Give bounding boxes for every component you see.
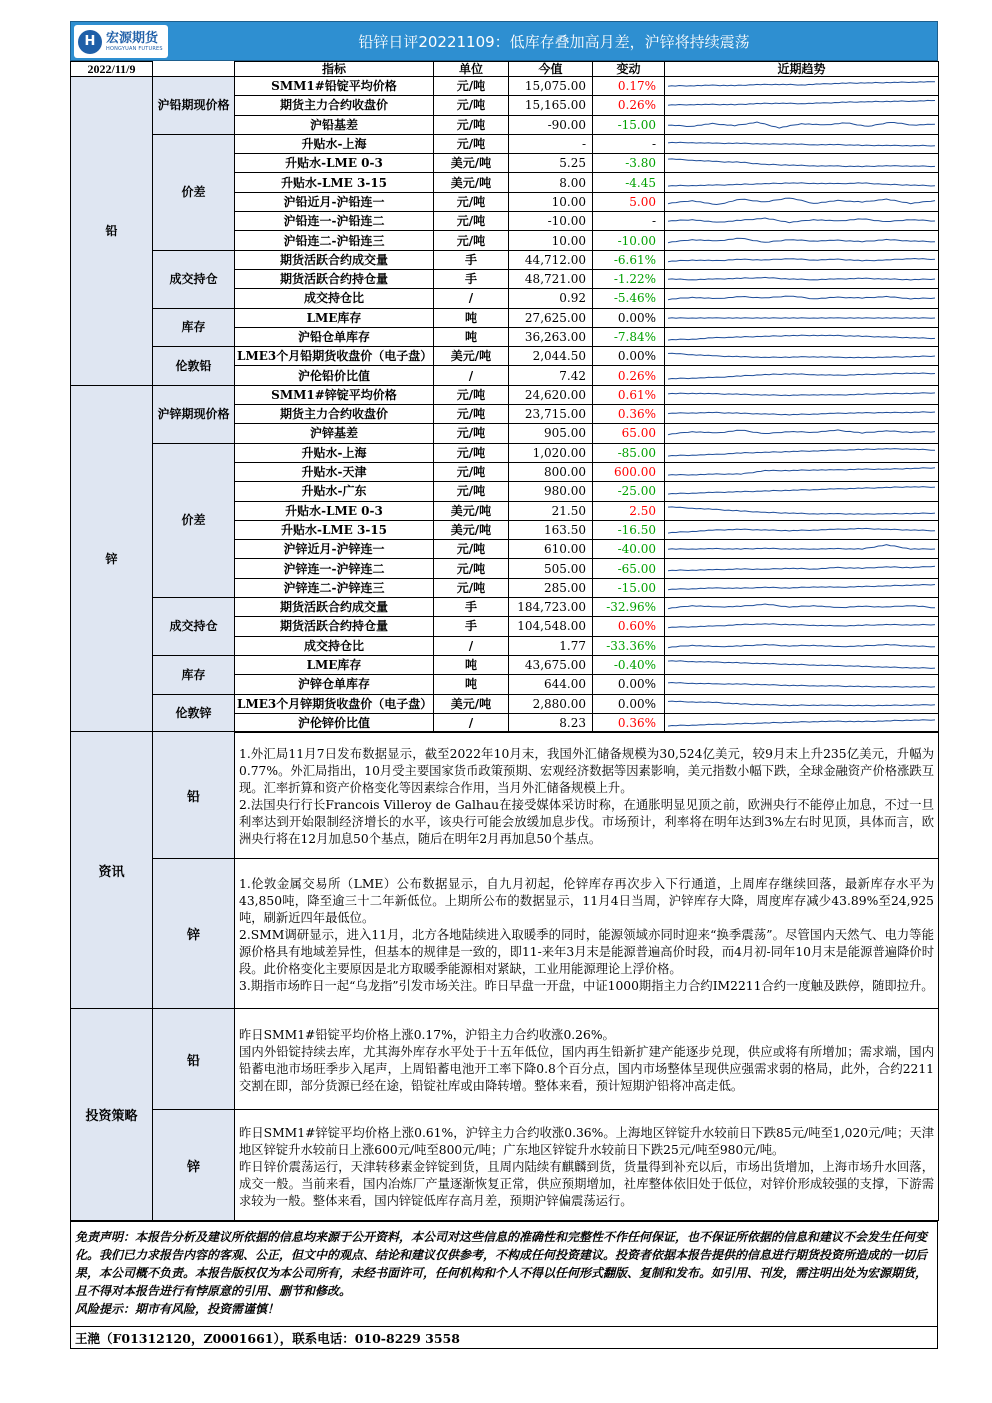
change-value: 0.36% <box>593 713 665 732</box>
today-value: 48,721.00 <box>509 269 593 288</box>
trend-line <box>668 661 935 669</box>
change-value: -15.00 <box>593 115 665 134</box>
trend-sparkline-cell <box>665 347 939 366</box>
trend-sparkline-cell <box>665 308 939 327</box>
today-value: 610.00 <box>509 540 593 559</box>
unit-cell: 手 <box>434 617 509 636</box>
trend-sparkline-cell <box>665 77 939 96</box>
strategy-lead-para: 国内外铅锭持续去库，尤其海外库存水平处于十五年低位，国内再生铅新扩建产能逐步兑现，供应或将有所增加；需求端，国内铅蓄电池市场旺季步入尾声，上周铅蓄电池开工率下降0.8个百分点，国内市场整体呈现供应强需求弱的格局，此外，合约2211交割在即，部分货源已经在途，铅锭社库或由降转增。整体来看，预计短期沪铅将冲高走低。 <box>239 1045 934 1093</box>
col-unit: 单位 <box>434 62 509 77</box>
today-value: 8.23 <box>509 713 593 732</box>
group-label: 库存 <box>153 308 235 347</box>
unit-cell: 元/吨 <box>434 578 509 597</box>
news-lead-text <box>235 732 939 859</box>
strategy-zinc-text <box>235 1110 939 1221</box>
indicator-name: 升贴水-LME 3-15 <box>235 520 434 539</box>
change-value: -0.40% <box>593 655 665 674</box>
change-value: 2.50 <box>593 501 665 520</box>
trend-sparkline <box>665 289 938 307</box>
trend-sparkline <box>665 328 938 346</box>
trend-line <box>668 487 935 495</box>
unit-cell: 美元/吨 <box>434 501 509 520</box>
trend-sparkline <box>665 521 938 539</box>
trend-sparkline-cell <box>665 405 939 424</box>
trend-line <box>668 701 935 706</box>
indicator-name: 期货主力合约收盘价 <box>235 405 434 424</box>
unit-cell: 吨 <box>434 655 509 674</box>
unit-cell: 元/吨 <box>434 540 509 559</box>
today-value: 10.00 <box>509 192 593 211</box>
trend-line <box>668 182 935 185</box>
trend-sparkline-cell <box>665 154 939 173</box>
indicator-name: LME3个月锌期货收盘价（电子盘） <box>235 694 434 713</box>
unit-cell: / <box>434 289 509 308</box>
unit-cell: 美元/吨 <box>434 694 509 713</box>
trend-line <box>668 507 935 514</box>
trend-sparkline <box>665 154 938 172</box>
change-value: -4.45 <box>593 173 665 192</box>
today-value: 2,880.00 <box>509 694 593 713</box>
today-value: 800.00 <box>509 462 593 481</box>
news-zinc-para: 3.期指市场昨日一起“乌龙指”引发市场关注。昨日早盘一开盘，中证1000期指主力合约IM2211合约一度触及跌停，随即拉升。 <box>239 979 934 993</box>
trend-sparkline-cell <box>665 559 939 578</box>
strategy-zinc-para: 昨日锌价震荡运行，天津转移素金锌锭到货，且周内陆续有麒麟到货，货量得到补充以后，市场出货增加，上海市场升水回落，成交一般。当前来看，国内冶炼厂产量逐渐恢复正常，供应预期增加，社库整体依旧处于低位，对锌价形成较强的支撑，下游需求较为一般。整体来看，国内锌锭低库存高月差，预期沪锌偏震荡运行。 <box>239 1159 934 1208</box>
unit-cell: 手 <box>434 598 509 617</box>
trend-sparkline <box>665 482 938 500</box>
trend-sparkline-cell <box>665 366 939 385</box>
today-value: 15,075.00 <box>509 77 593 96</box>
trend-sparkline-cell <box>665 462 939 481</box>
indicator-name: 沪铅基差 <box>235 115 434 134</box>
trend-sparkline-cell <box>665 655 939 674</box>
change-value: 0.36% <box>593 405 665 424</box>
indicator-name: 期货主力合约收盘价 <box>235 96 434 115</box>
trend-sparkline-cell <box>665 173 939 192</box>
group-label: 成交持仓 <box>153 598 235 656</box>
trend-sparkline <box>665 174 938 192</box>
today-value: 24,620.00 <box>509 385 593 404</box>
logo-name-en: HONGYUAN FUTURES <box>106 45 163 52</box>
today-value: 21.50 <box>509 501 593 520</box>
indicator-name: 沪铅连一-沪铅连二 <box>235 212 434 231</box>
unit-cell: 美元/吨 <box>434 520 509 539</box>
today-value: -10.00 <box>509 212 593 231</box>
indicator-name: 成交持仓比 <box>235 289 434 308</box>
trend-line <box>668 317 935 318</box>
col-indicator: 指标 <box>235 62 434 77</box>
group-label: 价差 <box>153 134 235 250</box>
trend-sparkline <box>665 656 938 674</box>
unit-cell: 手 <box>434 250 509 269</box>
trend-sparkline <box>665 251 938 269</box>
trend-sparkline <box>665 193 938 211</box>
trend-sparkline <box>665 135 938 153</box>
trend-sparkline-cell <box>665 134 939 153</box>
unit-cell: 元/吨 <box>434 385 509 404</box>
trend-sparkline-cell <box>665 694 939 713</box>
unit-cell: 手 <box>434 269 509 288</box>
trend-line <box>668 545 935 550</box>
change-value: -6.61% <box>593 250 665 269</box>
indicator-name: SMM1#铅锭平均价格 <box>235 77 434 96</box>
unit-cell: 吨 <box>434 308 509 327</box>
report-date: 2022/11/9 <box>71 62 153 77</box>
unit-cell: / <box>434 713 509 732</box>
trend-sparkline <box>665 309 938 327</box>
trend-sparkline-cell <box>665 443 939 462</box>
trend-line <box>668 218 935 223</box>
trend-line <box>668 159 935 167</box>
trend-line <box>668 644 935 647</box>
indicator-row <box>71 134 939 153</box>
indicator-name: 升贴水-LME 3-15 <box>235 173 434 192</box>
unit-cell: 元/吨 <box>434 96 509 115</box>
author-contact: 王滟（F01312120，Z0001661），联系电话：010-8229 3558 <box>70 1327 938 1349</box>
group-label: 沪锌期现价格 <box>153 385 235 443</box>
today-value: 10.00 <box>509 231 593 250</box>
col-today: 今值 <box>509 62 593 77</box>
trend-line <box>668 238 935 242</box>
change-value: -33.36% <box>593 636 665 655</box>
unit-cell: 元/吨 <box>434 192 509 211</box>
trend-line <box>668 142 935 146</box>
indicator-row <box>71 385 939 404</box>
indicator-name: 升贴水-LME 0-3 <box>235 154 434 173</box>
trend-line <box>668 528 935 533</box>
today-value: 27,625.00 <box>509 308 593 327</box>
trend-sparkline <box>665 579 938 597</box>
group-label: 成交持仓 <box>153 250 235 308</box>
trend-line <box>668 720 935 726</box>
unit-cell: 美元/吨 <box>434 173 509 192</box>
trend-line <box>668 82 935 87</box>
indicator-row <box>71 250 939 269</box>
today-value: -90.00 <box>509 115 593 134</box>
trend-line <box>668 683 935 688</box>
news-lead-label: 铅 <box>153 732 235 859</box>
today-value: 23,715.00 <box>509 405 593 424</box>
change-value: 5.00 <box>593 192 665 211</box>
group-label: 伦敦锌 <box>153 694 235 733</box>
indicator-row <box>71 308 939 327</box>
trend-sparkline <box>665 714 938 732</box>
today-value: 104,548.00 <box>509 617 593 636</box>
today-value: 43,675.00 <box>509 655 593 674</box>
trend-line <box>668 430 935 435</box>
trend-sparkline-cell <box>665 713 939 732</box>
change-value: -85.00 <box>593 443 665 462</box>
change-value: 0.00% <box>593 694 665 713</box>
trend-sparkline <box>665 232 938 250</box>
trend-sparkline-cell <box>665 231 939 250</box>
today-value: - <box>509 134 593 153</box>
indicator-name: SMM1#锌锭平均价格 <box>235 385 434 404</box>
trend-sparkline-cell <box>665 115 939 134</box>
unit-cell: / <box>434 366 509 385</box>
trend-line <box>668 604 935 609</box>
trend-line <box>668 373 935 379</box>
news-section-label: 资讯 <box>71 732 153 1009</box>
change-value: -1.22% <box>593 269 665 288</box>
change-value: 0.00% <box>593 675 665 694</box>
indicator-name: 沪锌连二-沪锌连三 <box>235 578 434 597</box>
today-value: 15,165.00 <box>509 96 593 115</box>
indicator-name: 沪伦铅价比值 <box>235 366 434 385</box>
indicator-row <box>71 655 939 674</box>
risk-warning: 风险提示：期市有风险，投资需谨慎！ <box>75 1302 280 1316</box>
today-value: 163.50 <box>509 520 593 539</box>
trend-line <box>668 468 935 475</box>
trend-sparkline <box>665 463 938 481</box>
trend-sparkline <box>665 212 938 230</box>
disclaimer <box>70 1221 938 1327</box>
trend-sparkline <box>665 695 938 713</box>
unit-cell: 吨 <box>434 675 509 694</box>
indicator-row <box>71 694 939 713</box>
group-label: 伦敦铅 <box>153 347 235 386</box>
trend-sparkline <box>665 675 938 693</box>
today-value: 7.42 <box>509 366 593 385</box>
indicator-name: 沪伦锌价比值 <box>235 713 434 732</box>
trend-sparkline-cell <box>665 501 939 520</box>
today-value: 2,044.50 <box>509 347 593 366</box>
today-value: 644.00 <box>509 675 593 694</box>
change-value: -15.00 <box>593 578 665 597</box>
trend-sparkline-cell <box>665 327 939 346</box>
unit-cell: 元/吨 <box>434 405 509 424</box>
trend-line <box>668 297 935 301</box>
change-value: -3.80 <box>593 154 665 173</box>
change-value: -25.00 <box>593 482 665 501</box>
logo-emblem-icon: H <box>78 30 102 54</box>
indicator-name: 升贴水-上海 <box>235 443 434 462</box>
group-label: 价差 <box>153 443 235 597</box>
indicator-name: 期货活跃合约成交量 <box>235 598 434 617</box>
unit-cell: 美元/吨 <box>434 347 509 366</box>
today-value: 0.92 <box>509 289 593 308</box>
news-lead-para: 1.外汇局11月7日发布数据显示，截至2022年10月末，我国外汇储备规模为30,524亿美元，较9月末上升235亿美元，升幅为0.77%。外汇局指出，10月受主要国家货币政策预期、宏观经济数据等因素影响，美元指数小幅下跌，全球金融资产价格涨跌互现。汇率折算和资产价格变化等因素综合作用，当月外汇储备规模上升。 <box>239 747 934 795</box>
unit-cell: 元/吨 <box>434 424 509 443</box>
col-change: 变动 <box>593 62 665 77</box>
unit-cell: 元/吨 <box>434 231 509 250</box>
indicator-name: 升贴水-广东 <box>235 482 434 501</box>
change-value: 65.00 <box>593 424 665 443</box>
trend-sparkline <box>665 560 938 578</box>
strategy-lead-para: 昨日SMM1#铅锭平均价格上涨0.17%，沪铅主力合约收涨0.26%。 <box>239 1028 615 1042</box>
trend-sparkline <box>665 405 938 423</box>
change-value: 0.26% <box>593 366 665 385</box>
indicator-row <box>71 443 939 462</box>
trend-sparkline <box>665 386 938 404</box>
indicator-name: 升贴水-上海 <box>235 134 434 153</box>
trend-sparkline-cell <box>665 424 939 443</box>
indicator-row <box>71 77 939 96</box>
indicator-name: 升贴水-天津 <box>235 462 434 481</box>
today-value: 36,263.00 <box>509 327 593 346</box>
trend-line <box>668 412 935 415</box>
strategy-zinc-label: 锌 <box>153 1110 235 1221</box>
strategy-section-label: 投资策略 <box>71 1009 153 1221</box>
change-value: -40.00 <box>593 540 665 559</box>
trend-sparkline <box>665 367 938 385</box>
strategy-zinc-para: 昨日SMM1#锌锭平均价格上涨0.61%，沪锌主力合约收涨0.36%。上海地区锌锭升水较前日下跌85元/吨至1,020元/吨；天津地区锌锭升水较前日上涨600元/吨至800元/吨；广东地区锌锭升水较前日下跌25元/吨至980元/吨。 <box>239 1125 934 1157</box>
unit-cell: 吨 <box>434 327 509 346</box>
trend-line <box>668 624 935 628</box>
trend-line <box>668 198 935 204</box>
indicator-name: 期货活跃合约持仓量 <box>235 269 434 288</box>
trend-sparkline-cell <box>665 617 939 636</box>
change-value: -10.00 <box>593 231 665 250</box>
indicator-table <box>70 61 939 733</box>
trend-line <box>668 354 935 359</box>
indicator-row <box>71 598 939 617</box>
group-label: 库存 <box>153 655 235 694</box>
unit-cell: 元/吨 <box>434 559 509 578</box>
change-value: -7.84% <box>593 327 665 346</box>
trend-sparkline-cell <box>665 675 939 694</box>
trend-sparkline-cell <box>665 269 939 288</box>
unit-cell: / <box>434 636 509 655</box>
indicator-name: LME库存 <box>235 308 434 327</box>
news-zinc-text <box>235 859 939 1009</box>
indicator-name: 成交持仓比 <box>235 636 434 655</box>
strategy-lead-text <box>235 1009 939 1110</box>
trend-sparkline-cell <box>665 385 939 404</box>
news-zinc-para: 2.SMM调研显示，进入11月，北方各地陆续进入取暖季的同时，能源领域亦同时迎来“换季震荡”。尽管国内天然气、电力等能源价格具有地域差异性，但基本的规律是一致的，即11-来年3月末是能源普遍高价时段，而4月初-同年10月末是能源普遍降价时段。此价格变化主要原因是北方取暖季能源相对紧缺，工业用能源理论上浮价格。 <box>239 928 934 976</box>
indicator-row <box>71 347 939 366</box>
trend-sparkline-cell <box>665 192 939 211</box>
today-value: 5.25 <box>509 154 593 173</box>
trend-sparkline-cell <box>665 482 939 501</box>
trend-sparkline <box>665 502 938 520</box>
change-value: -5.46% <box>593 289 665 308</box>
unit-cell: 元/吨 <box>434 115 509 134</box>
news-lead-para: 2.法国央行行长Francois Villeroy de Galhau在接受媒体采访时称，在通胀明显见顶之前，欧洲央行不能停止加息，不过一旦利率达到开始限制经济增长的水平，该央行可能会放缓加息步伐。市场预计，利率将在明年达到3%左右时见顶，具体而言，欧洲央行将在12月加息50个基点，随后在明年2月再加息50个基点。 <box>239 798 934 846</box>
today-value: 905.00 <box>509 424 593 443</box>
trend-line <box>668 335 935 340</box>
col-trend: 近期趋势 <box>665 62 939 77</box>
trend-sparkline <box>665 270 938 288</box>
trend-sparkline <box>665 617 938 635</box>
unit-cell: 元/吨 <box>434 482 509 501</box>
trend-sparkline <box>665 540 938 558</box>
trend-line <box>668 393 935 396</box>
strategy-lead-label: 铅 <box>153 1009 235 1110</box>
news-zinc-para: 1.伦敦金属交易所（LME）公布数据显示，自九月初起，伦锌库存再次步入下行通道，上周库存继续回落，最新库存水平为43,850吨，降至逾三十二年新低位。上期所公布的数据显示，11月4日当周，沪锌库存大降，周度库存减少43.89%至24,925吨，刷新近四年最低位。 <box>239 877 934 925</box>
indicator-name: 沪铅连二-沪铅连三 <box>235 231 434 250</box>
indicator-name: 沪铅仓单库存 <box>235 327 434 346</box>
news-and-strategy-table <box>70 731 939 1221</box>
trend-sparkline <box>665 424 938 442</box>
trend-line <box>668 584 935 589</box>
trend-sparkline-cell <box>665 578 939 597</box>
indicator-name: 沪锌连一-沪锌连二 <box>235 559 434 578</box>
indicator-name: 沪锌仓单库存 <box>235 675 434 694</box>
change-value: 600.00 <box>593 462 665 481</box>
disclaimer-text: 免责声明：本报告分析及建议所依据的信息均来源于公开资料，本公司对这些信息的准确性和完整性不作任何保证，也不保证所依据的信息和建议不会发生任何变化。我们已力求报告内容的客观、公正，但文中的观点、结论和建议仅供参考，不构成任何投资建议。投资者依据本报告提供的信息进行期货投资所造成的一切后果，本公司概不负责。本报告版权仅为本公司所有，未经书面许可，任何机构和个人不得以任何形式翻版、复制和发布。如引用、刊发，需注明出处为宏源期货，且不得对本报告进行有悖原意的引用、删节和修改。 <box>75 1230 928 1298</box>
trend-line <box>668 448 935 456</box>
news-zinc-label: 锌 <box>153 859 235 1009</box>
unit-cell: 元/吨 <box>434 134 509 153</box>
trend-sparkline <box>665 116 938 134</box>
group-label: 沪铅期现价格 <box>153 77 235 135</box>
today-value: 8.00 <box>509 173 593 192</box>
change-value: 0.00% <box>593 347 665 366</box>
change-value: 0.17% <box>593 77 665 96</box>
trend-sparkline <box>665 77 938 95</box>
trend-line <box>668 258 935 261</box>
today-value: 980.00 <box>509 482 593 501</box>
today-value: 1,020.00 <box>509 443 593 462</box>
unit-cell: 元/吨 <box>434 443 509 462</box>
trend-sparkline-cell <box>665 212 939 231</box>
trend-sparkline <box>665 598 938 616</box>
table-header-row <box>71 62 939 77</box>
unit-cell: 美元/吨 <box>434 154 509 173</box>
trend-sparkline-cell <box>665 96 939 115</box>
logo-name-cn: 宏源期货 <box>106 30 159 46</box>
unit-cell: 元/吨 <box>434 77 509 96</box>
trend-line <box>668 122 935 128</box>
change-value: 0.26% <box>593 96 665 115</box>
today-value: 285.00 <box>509 578 593 597</box>
unit-cell: 元/吨 <box>434 212 509 231</box>
change-value: - <box>593 134 665 153</box>
indicator-name: 沪铅近月-沪铅连一 <box>235 192 434 211</box>
today-value: 184,723.00 <box>509 598 593 617</box>
change-value: - <box>593 212 665 231</box>
change-value: -65.00 <box>593 559 665 578</box>
change-value: -32.96% <box>593 598 665 617</box>
change-value: 0.00% <box>593 308 665 327</box>
section-label: 铅 <box>71 77 153 386</box>
trend-line <box>668 101 935 106</box>
trend-sparkline-cell <box>665 289 939 308</box>
company-logo <box>74 25 168 58</box>
trend-line <box>668 566 935 571</box>
trend-sparkline <box>665 96 938 114</box>
trend-sparkline-cell <box>665 250 939 269</box>
indicator-name: 期货活跃合约成交量 <box>235 250 434 269</box>
trend-sparkline <box>665 347 938 365</box>
indicator-name: 期货活跃合约持仓量 <box>235 617 434 636</box>
change-value: 0.60% <box>593 617 665 636</box>
trend-sparkline <box>665 637 938 655</box>
unit-cell: 元/吨 <box>434 462 509 481</box>
indicator-name: 沪锌基差 <box>235 424 434 443</box>
report-banner <box>70 21 938 61</box>
indicator-name: LME3个月铅期货收盘价（电子盘） <box>235 347 434 366</box>
trend-sparkline-cell <box>665 540 939 559</box>
today-value: 505.00 <box>509 559 593 578</box>
section-label: 锌 <box>71 385 153 732</box>
report-title: 铅锌日评20221109：低库存叠加高月差，沪锌将持续震荡 <box>358 33 750 51</box>
today-value: 1.77 <box>509 636 593 655</box>
trend-sparkline-cell <box>665 598 939 617</box>
trend-sparkline-cell <box>665 636 939 655</box>
today-value: 44,712.00 <box>509 250 593 269</box>
trend-line <box>668 278 935 281</box>
indicator-name: LME库存 <box>235 655 434 674</box>
change-value: 0.61% <box>593 385 665 404</box>
trend-sparkline-cell <box>665 520 939 539</box>
change-value: -16.50 <box>593 520 665 539</box>
indicator-name: 升贴水-LME 0-3 <box>235 501 434 520</box>
indicator-name: 沪锌近月-沪锌连一 <box>235 540 434 559</box>
trend-sparkline <box>665 444 938 462</box>
